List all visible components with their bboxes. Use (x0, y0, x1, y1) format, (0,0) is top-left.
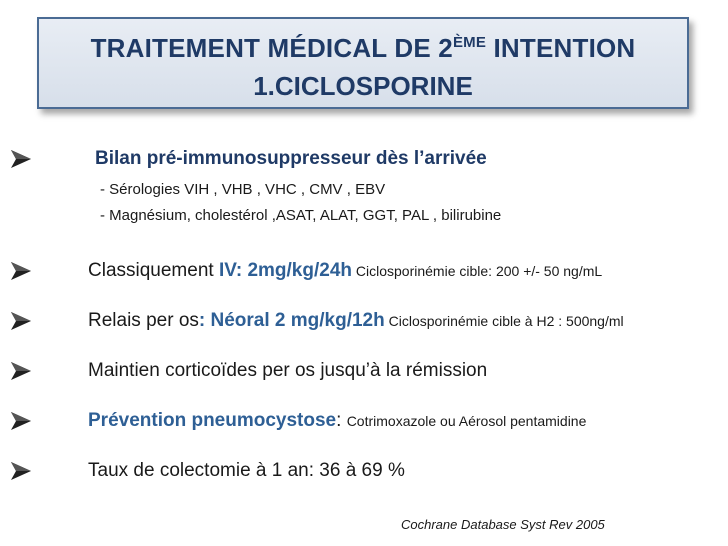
bullet-lead: : (336, 410, 347, 431)
arrowhead-bullet-icon (10, 410, 32, 432)
bullet-lead: Classiquement (88, 260, 219, 281)
bullet-text (88, 410, 586, 432)
bullet-lead: Relais per os (88, 310, 199, 331)
bullet-emphasis: Prévention pneumocystose (88, 410, 337, 431)
bullet-detail: Ciclosporinémie cible: 200 +/- 50 ng/mL (352, 263, 603, 279)
arrowhead-bullet-icon (10, 360, 32, 382)
citation: Cochrane Database Syst Rev 2005 (401, 517, 605, 532)
bullet-text (88, 310, 624, 332)
bullet-emphasis: IV: 2mg/kg/24h (218, 260, 352, 281)
title-box (37, 17, 689, 109)
title-superscript: ÈME (452, 34, 487, 51)
sub-item-bilan-bio: - Magnésium, cholestérol ,ASAT, ALAT, GGT, PAL , bilirubine (100, 207, 502, 224)
title-line2: 1.CICLOSPORINE (253, 71, 473, 101)
bullet-detail: Cotrimoxazole ou Aérosol pentamidine (346, 413, 587, 429)
bullet-text: Taux de colectomie à 1 an: 36 à 69 % (88, 460, 405, 481)
bullet-emphasis: : Néoral 2 mg/kg/12h (198, 310, 385, 331)
arrowhead-bullet-icon (10, 260, 32, 282)
title-text: TRAITEMENT MÉDICAL DE 2 (90, 33, 453, 63)
bullet-text: Maintien corticoïdes per os jusqu’à la rémission (88, 360, 488, 381)
arrowhead-bullet-icon (10, 148, 32, 170)
bullet-text: Bilan pré-immunosuppresseur dès l’arrivée (95, 148, 487, 169)
arrowhead-bullet-icon (10, 310, 32, 332)
bullet-text (88, 260, 602, 282)
title-line1 (39, 33, 687, 64)
sub-item-serologies: - Sérologies VIH , VHB , VHC , CMV , EBV (100, 181, 386, 198)
bullet-detail: Ciclosporinémie cible à H2 : 500ng/ml (384, 313, 624, 329)
title-text-end: INTENTION (486, 33, 636, 63)
arrowhead-bullet-icon (10, 460, 32, 482)
